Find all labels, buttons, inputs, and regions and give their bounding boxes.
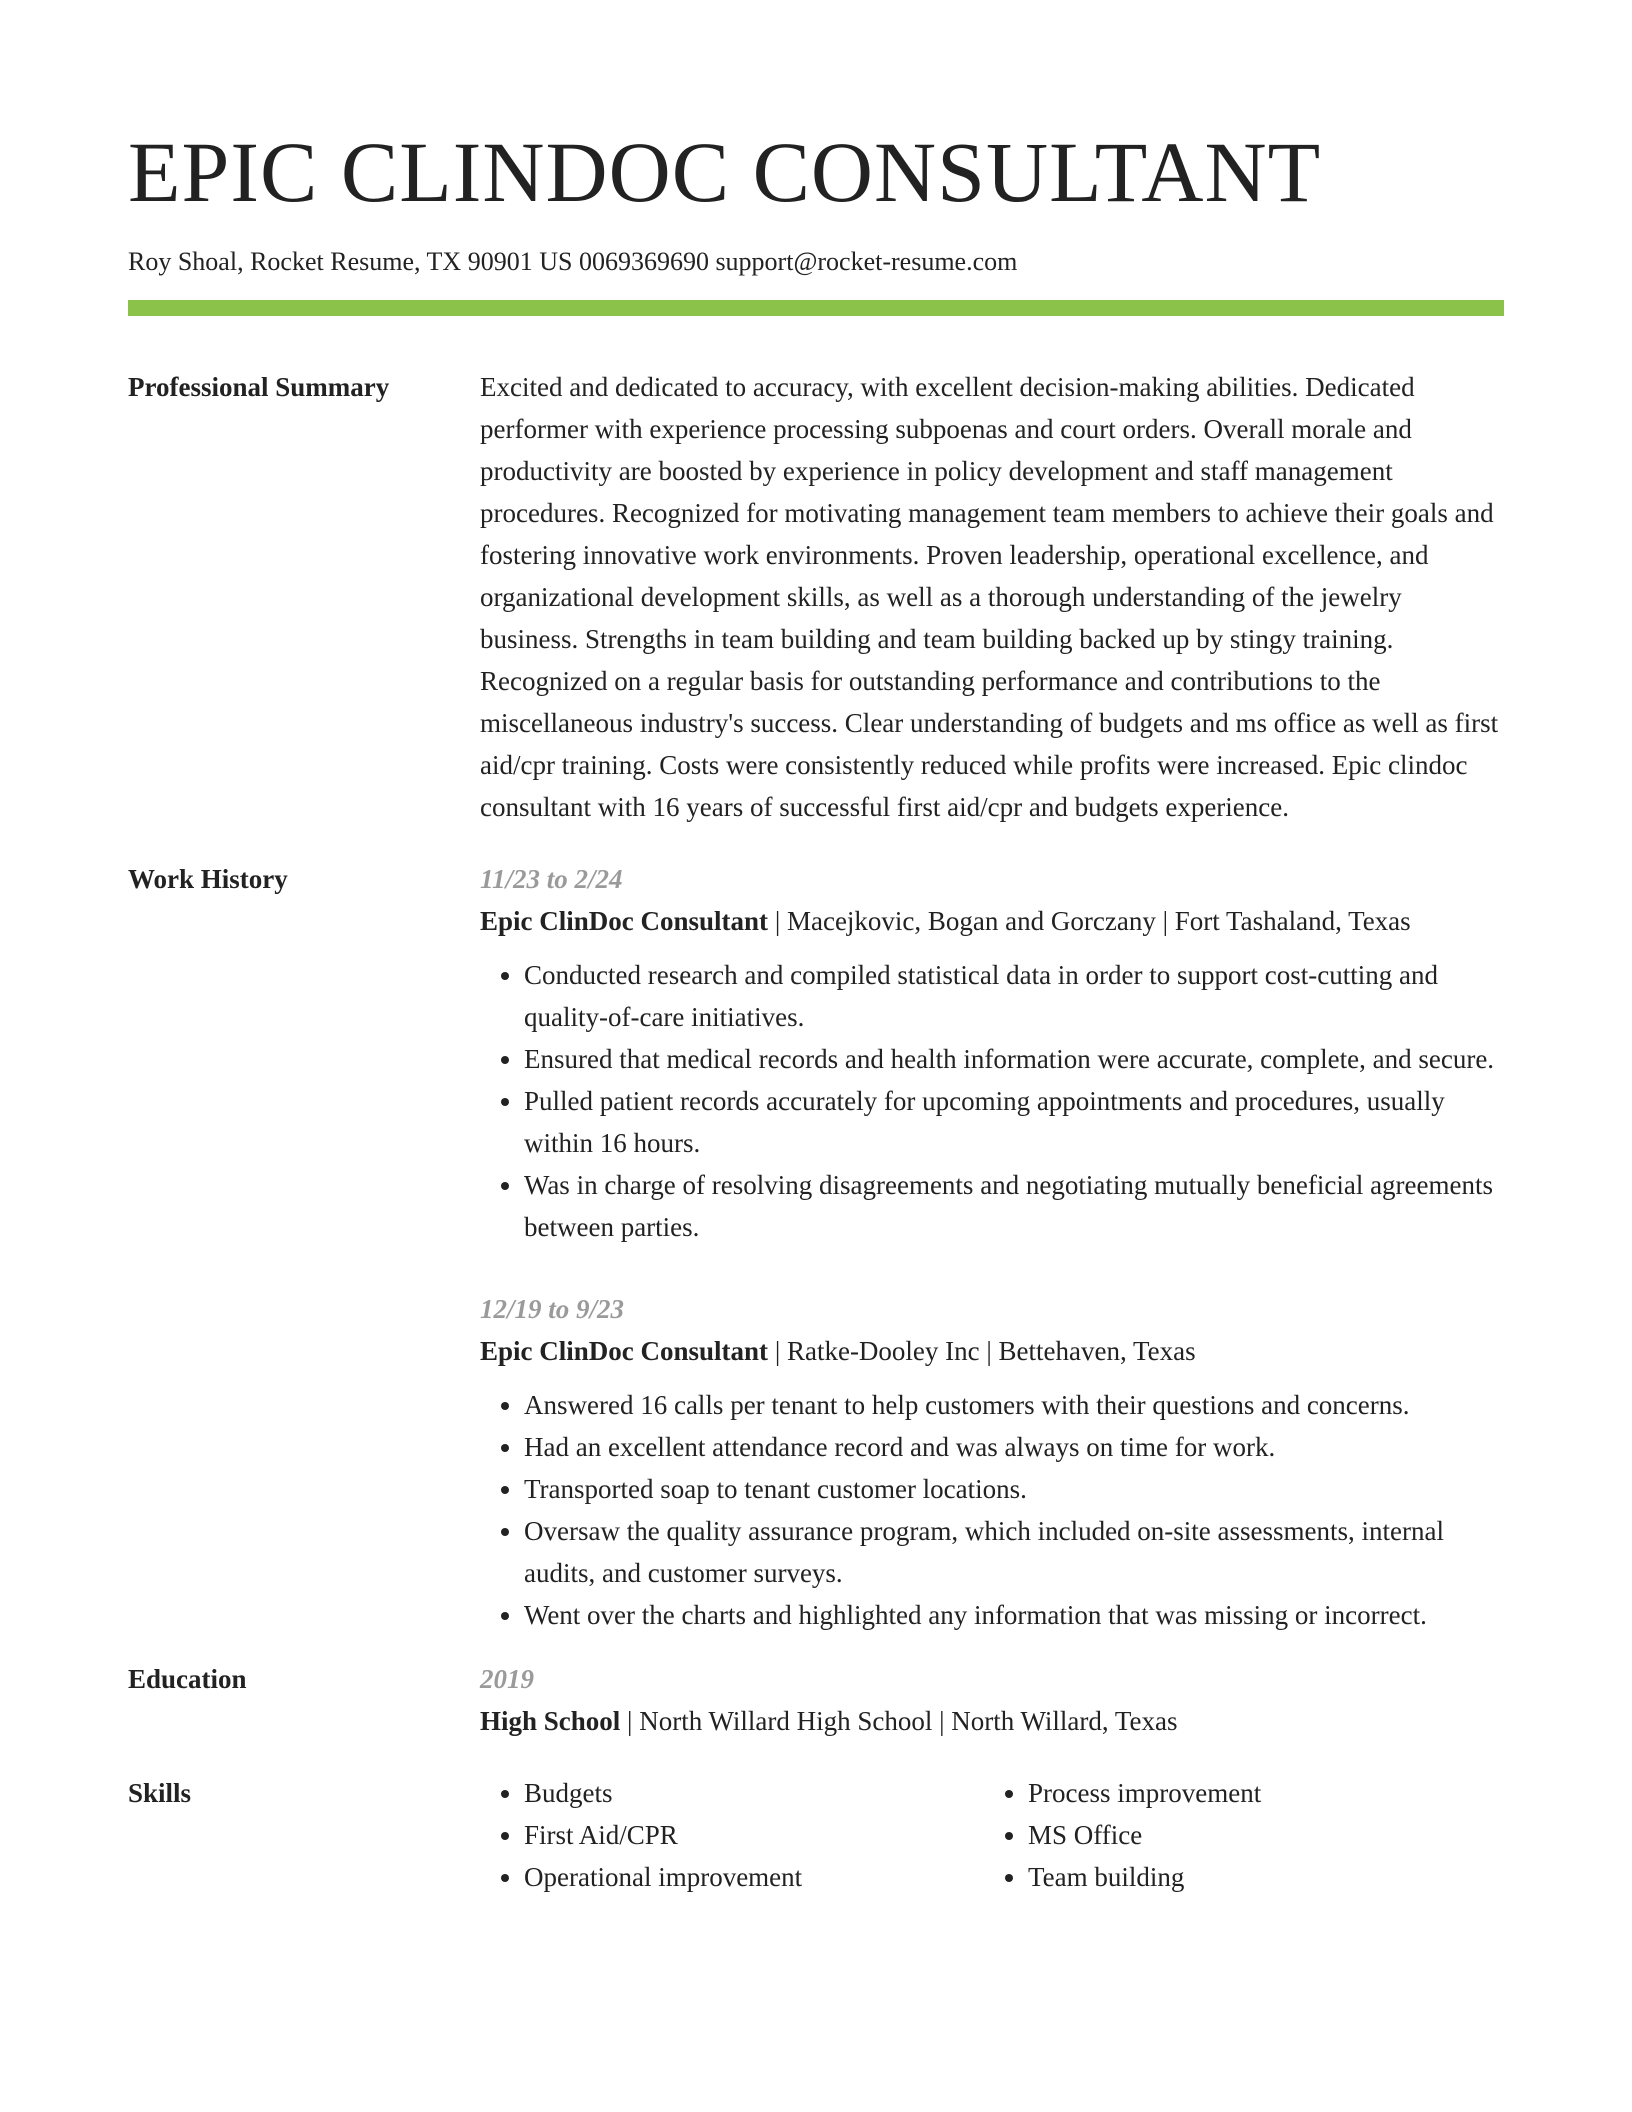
contact-line	[128, 246, 1504, 278]
job-details: | Macejkovic, Bogan and Gorczany | Fort Tashaland, Texas	[768, 906, 1411, 936]
job-dates: 11/23 to 2/24	[480, 864, 623, 894]
skills-body	[480, 1772, 1504, 1898]
skills-column-left	[480, 1772, 984, 1898]
section-title: Education	[128, 1664, 247, 1694]
skill-item: • Team building	[1028, 1856, 1504, 1898]
skill-item: • MS Office	[1028, 1814, 1504, 1856]
contact-person: Roy Shoal,	[128, 247, 244, 276]
job-role: Epic ClinDoc Consultant	[480, 1336, 769, 1366]
job-title-line	[480, 1330, 1504, 1372]
section-title: Professional Summary	[128, 372, 390, 402]
job-details: | Ratke-Dooley Inc | Bettehaven, Texas	[768, 1336, 1196, 1366]
summary-text: Excited and dedicated to accuracy, with excellent decision-making abilities. Dedicated performer with experience processing subpoenas and court orders. Overall morale and productivity are boosted by experience in policy development and staff management procedures. Recognized for motivating management team members to achieve their goals and fostering innovative work environments. Proven leadership, operational excellence, and organizational development skills, as well as a thorough understanding of the jewelry business. Strengths in team building and team building backed up by stingy training. Recognized on a regular basis for outstanding performance and contributions to the miscellaneous industry's success. Clear understanding of budgets and ms office as well as first aid/cpr training. Costs were consistently reduced while profits were increased. Epic clindoc consultant with 16 years of successful first aid/cpr and budgets experience.	[480, 372, 1499, 822]
list-item: • Was in charge of resolving disagreements and negotiating mutually beneficial agreements between parties.	[524, 1164, 1504, 1248]
job-dates: 12/19 to 9/23	[480, 1294, 625, 1324]
education-section	[128, 1658, 1504, 1742]
job-entry	[480, 858, 1504, 1248]
skills-grid	[480, 1772, 1504, 1898]
work-history-body	[480, 858, 1504, 1636]
contact-location: TX 90901 US	[426, 247, 573, 276]
skills-column-right	[984, 1772, 1504, 1898]
list-item: • Oversaw the quality assurance program, which included on-site assessments, internal audits, and customer surveys.	[524, 1510, 1504, 1594]
job-title-line	[480, 900, 1504, 942]
skill-item: • Budgets	[524, 1772, 984, 1814]
work-history-section	[128, 858, 1504, 1636]
resume-name-heading: EPIC CLINDOC CONSULTANT	[128, 124, 1322, 220]
education-degree: High School	[480, 1706, 621, 1736]
list-item: • Transported soap to tenant customer locations.	[524, 1468, 1504, 1510]
job-bullets	[480, 954, 1504, 1248]
education-year: 2019	[480, 1664, 534, 1694]
education-details: | North Willard High School | North Willard, Texas	[620, 1706, 1178, 1736]
job-role: Epic ClinDoc Consultant	[480, 906, 769, 936]
summary-section	[128, 366, 1504, 828]
job-bullets	[480, 1384, 1504, 1636]
skills-section	[128, 1772, 1504, 1898]
list-item: • Answered 16 calls per tenant to help customers with their questions and concerns.	[524, 1384, 1504, 1426]
resume-page	[128, 122, 1504, 1898]
list-item: • Ensured that medical records and health information were accurate, complete, and secure.	[524, 1038, 1504, 1080]
education-line	[480, 1700, 1504, 1742]
skill-item: • Operational improvement	[524, 1856, 984, 1898]
list-item: • Conducted research and compiled statistical data in order to support cost-cutting and quality-of-care initiatives.	[524, 954, 1504, 1038]
list-item: • Had an excellent attendance record and was always on time for work.	[524, 1426, 1504, 1468]
summary-body	[480, 366, 1504, 828]
skill-item: • First Aid/CPR	[524, 1814, 984, 1856]
section-title: Work History	[128, 864, 288, 894]
skill-item: • Process improvement	[1028, 1772, 1504, 1814]
education-body	[480, 1658, 1504, 1742]
list-item: • Pulled patient records accurately for upcoming appointments and procedures, usually within 16 hours.	[524, 1080, 1504, 1164]
section-title: Skills	[128, 1778, 192, 1808]
header-divider	[128, 300, 1504, 316]
list-item: • Went over the charts and highlighted any information that was missing or incorrect.	[524, 1594, 1504, 1636]
contact-phone: 0069369690	[578, 247, 709, 276]
contact-company: Rocket Resume,	[250, 247, 421, 276]
job-entry	[480, 1288, 1504, 1636]
contact-email: support@rocket-resume.com	[715, 247, 1018, 276]
